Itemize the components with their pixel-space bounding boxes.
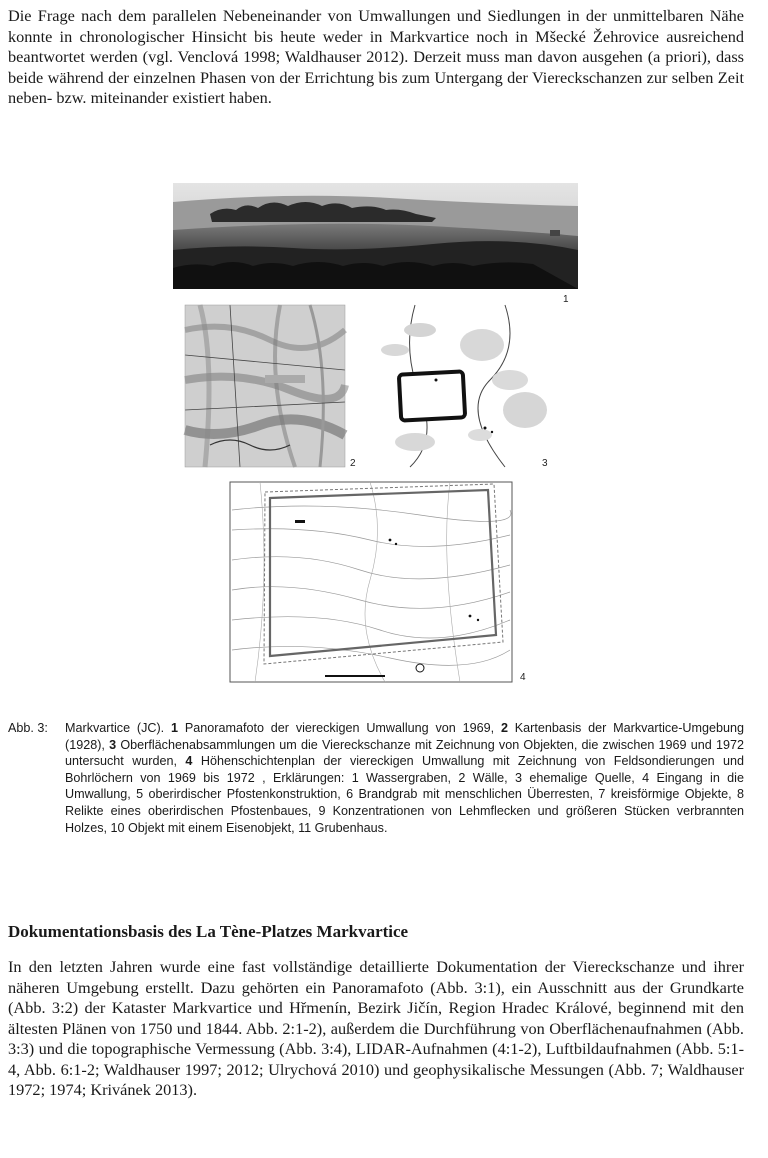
caption-place: Markvartice (JC).	[65, 721, 165, 735]
figure-caption	[8, 720, 744, 836]
caption-item-text-4: Höhenschichtenplan der viereckigen Umwallung mit Zeichnung von Feldsondierungen und Bohrlöchern von 1969 bis 1972 , Erklärungen: 1 Wassergraben, 2 Wälle, 3 ehemalige Quelle, 4 Eingang in die Umwallung, 5 oberirdischer Pfostenkonstruktion, 6 Brandgrab mit menschlichen Überresten, 7 kreisförmige Objekte, 8 Relikte eines oberirdischen Pfostenbaues, 9 Konzentrationen von Lehmflecken und größeren Stücken verbrannten Holzes, 10 Objekt mit einem Eisenobjekt, 11 Grubenhaus.	[65, 754, 745, 835]
caption-item-num-1: 1	[171, 721, 179, 735]
caption-item-text-2: Kartenbasis der Markvartice-Umgebung (1928),	[65, 721, 745, 752]
figure-drawing	[170, 180, 582, 690]
historical-map	[185, 305, 345, 467]
panorama-photo	[173, 183, 578, 289]
panel-number-3: 3	[542, 458, 548, 469]
body-paragraph: In den letzten Jahren wurde eine fast vollständige detaillierte Dokumentation der Viereckschanze und ihrer näheren Umgebung erstellt. Dazu gehörten ein Panoramafoto (Abb. 3:1), ein Ausschnitt aus der Grundkarte (Abb. 3:2) der Kataster Markvartice und Hřmenín, Bezirk Jičín, Region Hradec Králové, beginnend mit den ältesten Plänen von 1750 und 1844. Abb. 2:1-2), außerdem die Durchführung von Oberflächenaufnahmen (Abb. 3:3) und die topographische Vermessung (Abb. 3:4), LIDAR-Aufnahmen (4:1-2), Luftbildaufnahmen (Abb. 5:1-4, Abb. 6:1-2; Waldhauser 1997; 2012; Ulrychová 2010) und geophysikalische Messungen (Abb. 7; Waldhauser 1972; 1974; Krivánek 2013).	[8, 957, 744, 1099]
section-heading: Dokumentationsbasis des La Tène-Platzes Markvartice	[8, 922, 409, 941]
caption-item-num-4: 4	[185, 754, 193, 769]
caption-item-text-1: Panoramafoto der viereckigen Umwallung von 1969,	[184, 721, 495, 735]
figure-abb-3	[170, 180, 582, 690]
contour-plan	[230, 482, 512, 682]
surface-collection-plan	[381, 305, 547, 467]
panel-number-1: 1	[563, 294, 569, 305]
caption-item-text-3: Oberflächenabsammlungen um die Viereckschanze mit Zeichnung von Objekten, die zwischen 1969 und 1972 untersucht wurden,	[65, 737, 745, 769]
caption-item-num-2: 2	[500, 721, 508, 735]
caption-item-num-3: 3	[109, 737, 117, 752]
intro-paragraph: Die Frage nach dem parallelen Nebeneinander von Umwallungen und Siedlungen in der unmittelbaren Nähe konnte in chronologischer Hinsicht bis heute weder in Markvartice noch in Mšecké Žehrovice ausreichend beantwortet werden (vgl. Venclová 1998; Waldhauser 2012). Derzeit muss man davon ausgehen (a priori), dass beide während der einzelnen Phasen von der Errichtung bis zum Untergang der Viereckschanzen zur selben Zeit neben- bzw. miteinander existiert haben.	[8, 6, 744, 107]
panel-number-2: 2	[350, 458, 356, 469]
caption-label: Abb. 3:	[8, 721, 48, 735]
caption-text	[65, 720, 744, 836]
panel-number-4: 4	[520, 672, 526, 683]
